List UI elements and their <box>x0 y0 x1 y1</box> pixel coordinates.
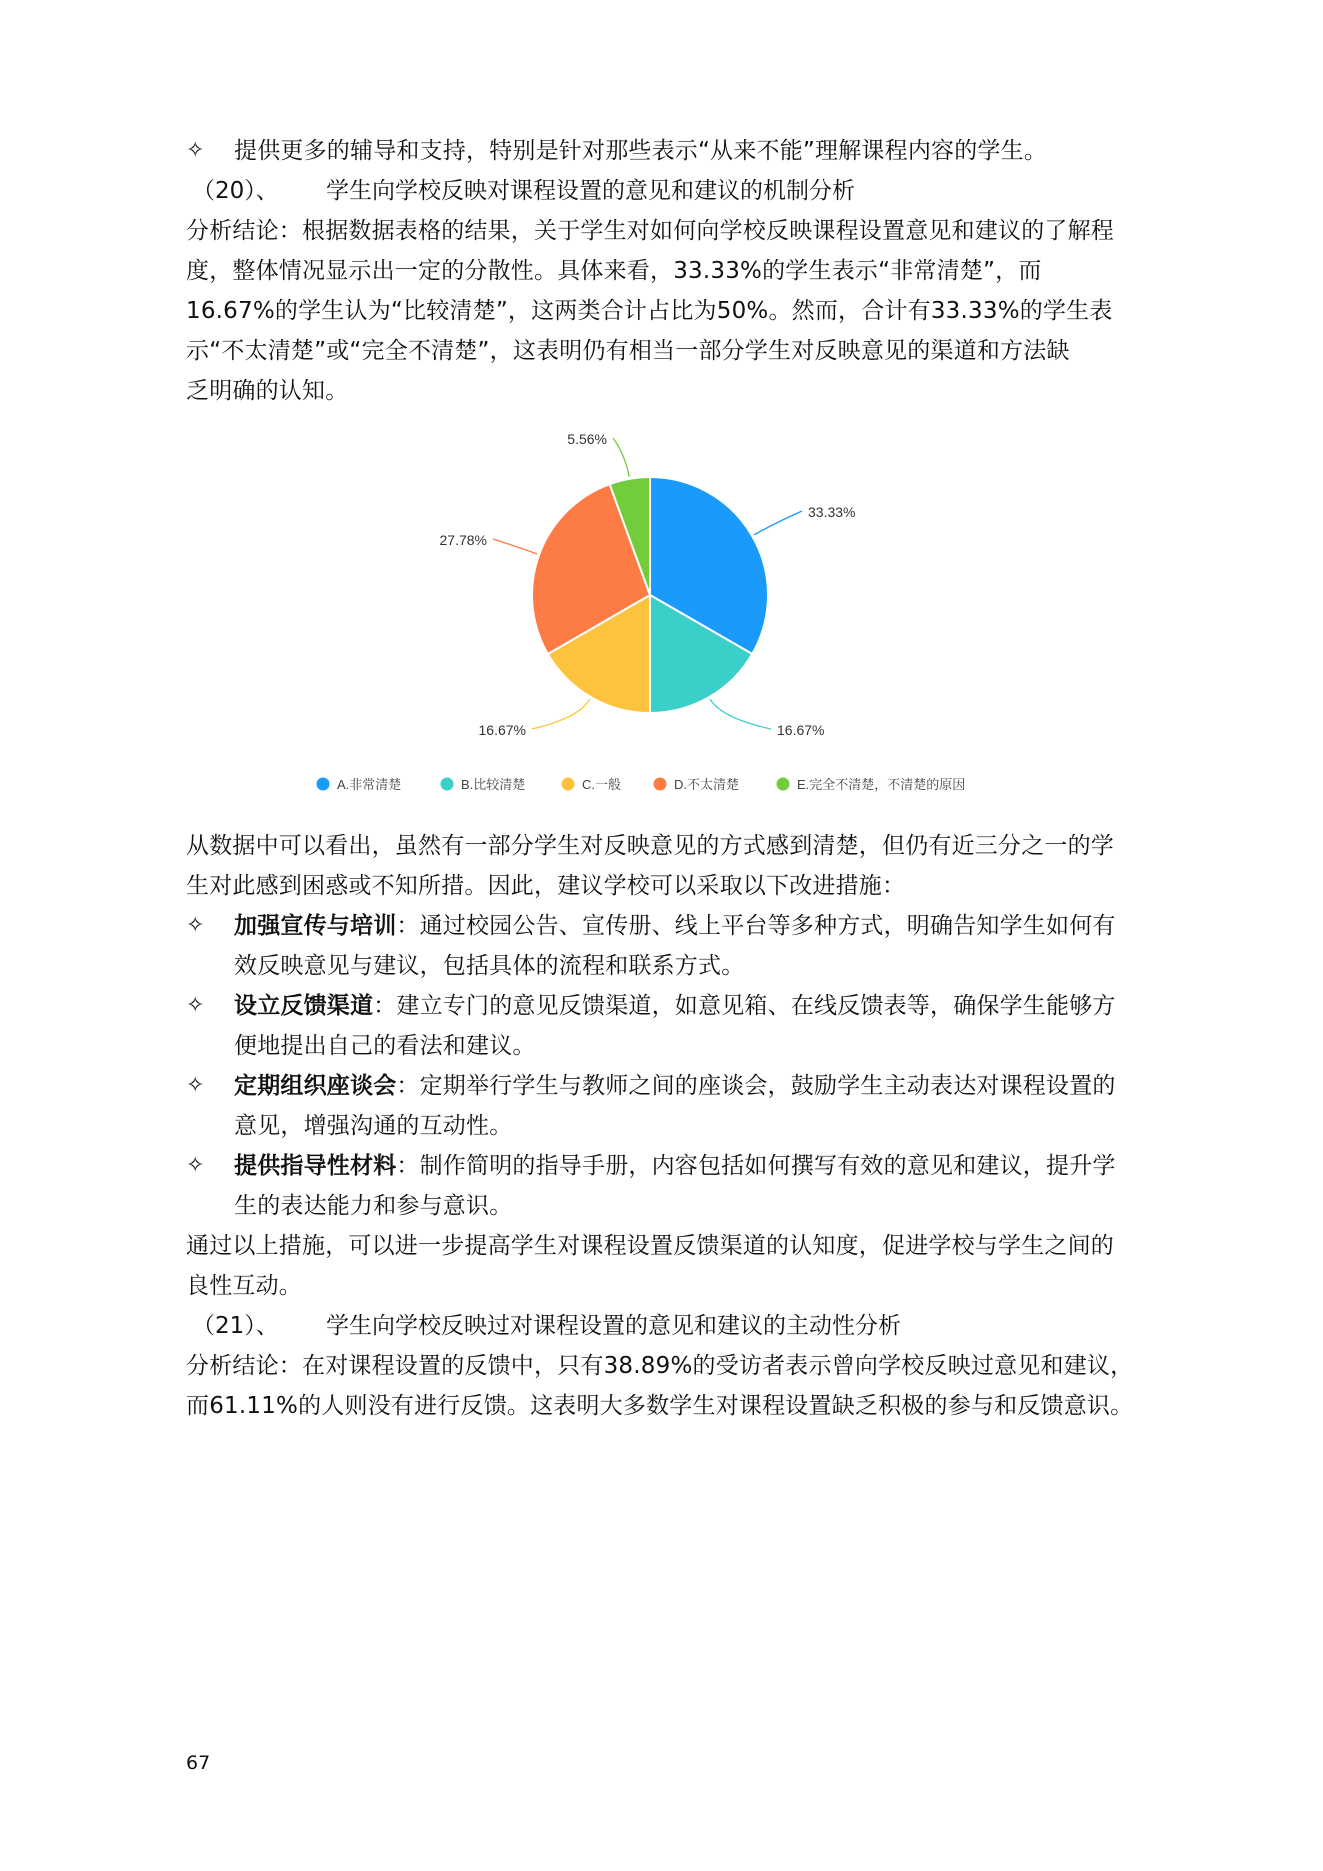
section-number: （21）、 <box>192 1313 279 1339</box>
legend-label: B.比较清楚 <box>461 777 526 792</box>
measure-text: ：定期举行学生与教师之间的座谈会，鼓励学生主动表达对课程设置的 <box>396 1073 1116 1099</box>
paragraph-line: 度，整体情况显示出一定的分散性。具体来看，33.33%的学生表示“非常清楚”，而 <box>186 258 1042 284</box>
legend-marker <box>441 778 454 791</box>
page-number: 67 <box>186 1752 211 1774</box>
measure-text: ：通过校园公告、宣传册、线上平台等多种方式，明确告知学生如何有 <box>396 913 1116 939</box>
measure-title: 定期组织座谈会 <box>234 1073 397 1099</box>
measure-title: 提供指导性材料 <box>234 1153 397 1179</box>
legend-label: C.一般 <box>582 777 622 792</box>
measure-title: 设立反馈渠道 <box>234 993 374 1019</box>
paragraph-line: 生对此感到困惑或不知所措。因此，建议学校可以采取以下改进措施： <box>186 873 906 899</box>
measure-text-cont: 便地提出自己的看法和建议。 <box>234 1033 536 1059</box>
measure-item <box>234 1146 1116 1186</box>
paragraph-line: 示“不太清楚”或“完全不清楚”，这表明仍有相当一部分学生对反映意见的渠道和方法缺 <box>186 338 1070 364</box>
measure-item <box>234 1066 1116 1106</box>
legend-label: D.不太清楚 <box>674 777 740 792</box>
section-number: （20）、 <box>192 178 279 204</box>
bullet-icon: ✧ <box>186 993 205 1018</box>
pie-chart <box>0 0 1323 820</box>
paragraph-line: 分析结论：根据数据表格的结果，关于学生对如何向学校反映课程设置意见和建议的了解程 <box>186 218 1114 244</box>
bullet-icon: ✧ <box>186 1153 205 1178</box>
bullet-text: 提供更多的辅导和支持，特别是针对那些表示“从来不能”理解课程内容的学生。 <box>234 138 1048 164</box>
legend-marker <box>562 778 575 791</box>
paragraph-line: 良性互动。 <box>186 1273 302 1299</box>
leader-line <box>493 539 537 554</box>
paragraph-line: 通过以上措施，可以进一步提高学生对课程设置反馈渠道的认知度，促进学校与学生之间的 <box>186 1233 1114 1259</box>
section-heading-21 <box>192 1306 901 1346</box>
paragraph-line: 从数据中可以看出，虽然有一部分学生对反映意见的方式感到清楚，但仍有近三分之一的学 <box>186 833 1114 859</box>
section-title: 学生向学校反映对课程设置的意见和建议的机制分析 <box>326 178 855 204</box>
paragraph-line: 乏明确的认知。 <box>186 378 349 404</box>
leader-line <box>532 699 590 729</box>
measure-text-cont: 效反映意见与建议，包括具体的流程和联系方式。 <box>234 953 745 979</box>
measure-text-cont: 意见，增强沟通的互动性。 <box>234 1113 513 1139</box>
measure-item <box>234 906 1116 946</box>
legend-marker <box>317 778 330 791</box>
legend-marker <box>777 778 790 791</box>
measure-text: ：建立专门的意见反馈渠道，如意见箱、在线反馈表等，确保学生能够方 <box>373 993 1116 1019</box>
measure-text-cont: 生的表达能力和参与意识。 <box>234 1193 513 1219</box>
measure-item <box>234 986 1116 1026</box>
data-label: 16.67% <box>478 722 526 738</box>
section-title: 学生向学校反映过对课程设置的意见和建议的主动性分析 <box>326 1313 901 1339</box>
leader-line <box>613 438 629 477</box>
legend-label: E.完全不清楚，不清楚的原因 <box>797 777 966 792</box>
data-label: 33.33% <box>808 504 856 520</box>
paragraph-line: 而61.11%的人则没有进行反馈。这表明大多数学生对课程设置缺乏积极的参与和反馈意识。 <box>186 1393 1134 1419</box>
legend-label: A.非常清楚 <box>337 777 402 792</box>
bullet-icon: ✧ <box>186 138 205 163</box>
data-label: 5.56% <box>567 431 607 447</box>
data-label: 27.78% <box>439 532 487 548</box>
measure-title: 加强宣传与培训 <box>234 913 397 939</box>
measure-text: ：制作简明的指导手册，内容包括如何撰写有效的意见和建议，提升学 <box>396 1153 1116 1179</box>
leader-line <box>754 511 802 535</box>
data-label: 16.67% <box>777 722 825 738</box>
paragraph-line: 16.67%的学生认为“比较清楚”，这两类合计占比为50%。然而，合计有33.33%的学生表 <box>186 298 1113 324</box>
paragraph-line: 分析结论：在对课程设置的反馈中，只有38.89%的受访者表示曾向学校反映过意见和建议， <box>186 1353 1134 1379</box>
bullet-icon: ✧ <box>186 913 205 938</box>
bullet-icon: ✧ <box>186 1073 205 1098</box>
leader-line <box>710 699 771 729</box>
legend-marker <box>654 778 667 791</box>
